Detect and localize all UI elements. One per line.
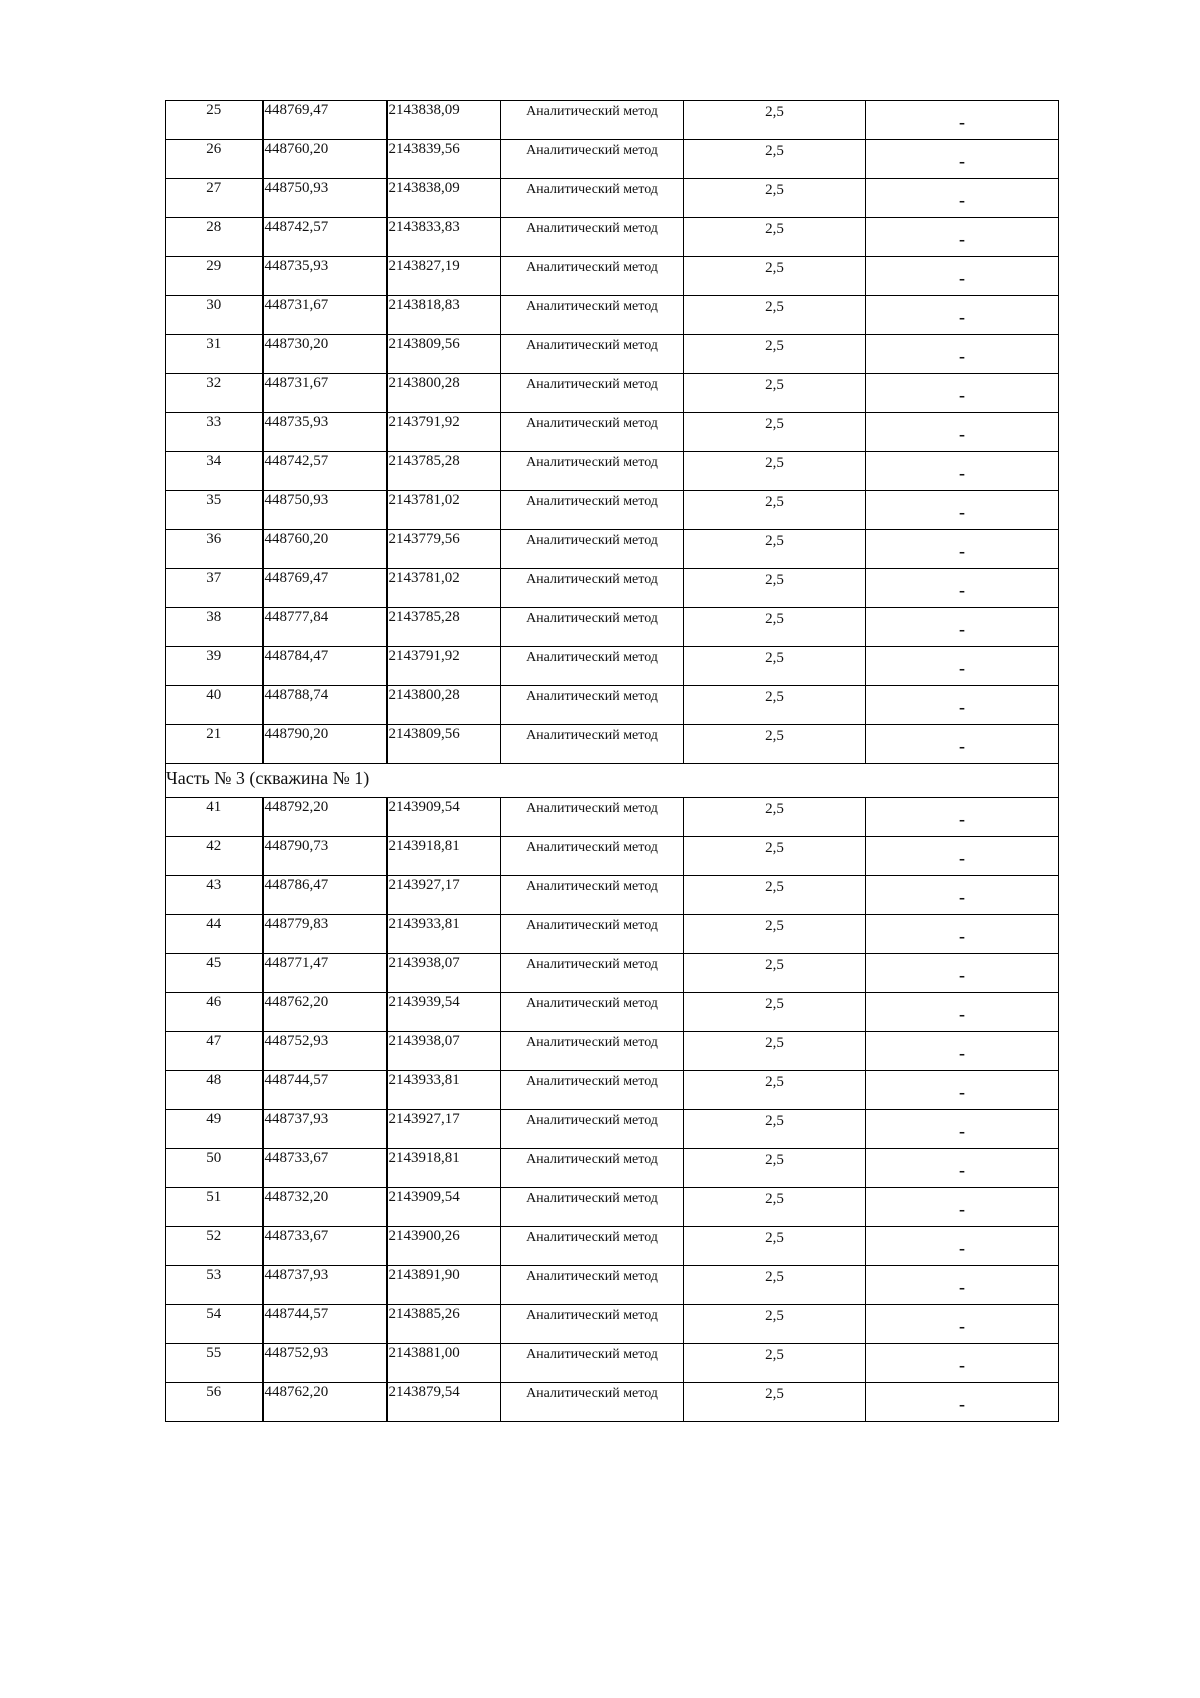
method-cell: Аналитический метод xyxy=(501,1032,684,1071)
accuracy-cell: 2,5 xyxy=(684,608,866,647)
x-coordinate-cell: 448760,20 xyxy=(263,530,387,569)
method-cell: Аналитический метод xyxy=(501,413,684,452)
point-number-cell: 34 xyxy=(166,452,263,491)
dash-cell: - xyxy=(866,1149,1059,1188)
method-cell: Аналитический метод xyxy=(501,798,684,837)
x-coordinate-cell: 448735,93 xyxy=(263,413,387,452)
accuracy-cell: 2,5 xyxy=(684,686,866,725)
method-cell: Аналитический метод xyxy=(501,140,684,179)
dash-cell: - xyxy=(866,1344,1059,1383)
y-coordinate-cell: 2143800,28 xyxy=(387,374,501,413)
dash-cell: - xyxy=(866,101,1059,140)
y-coordinate-cell: 2143791,92 xyxy=(387,413,501,452)
accuracy-cell: 2,5 xyxy=(684,1305,866,1344)
y-coordinate-cell: 2143933,81 xyxy=(387,1071,501,1110)
y-coordinate-cell: 2143909,54 xyxy=(387,1188,501,1227)
x-coordinate-cell: 448733,67 xyxy=(263,1227,387,1266)
dash-cell: - xyxy=(866,179,1059,218)
dash-cell: - xyxy=(866,1227,1059,1266)
point-number-cell: 33 xyxy=(166,413,263,452)
dash-cell: - xyxy=(866,876,1059,915)
method-cell: Аналитический метод xyxy=(501,1188,684,1227)
method-cell: Аналитический метод xyxy=(501,1110,684,1149)
y-coordinate-cell: 2143818,83 xyxy=(387,296,501,335)
point-number-cell: 39 xyxy=(166,647,263,686)
y-coordinate-cell: 2143938,07 xyxy=(387,954,501,993)
table-row xyxy=(166,140,1059,179)
x-coordinate-cell: 448742,57 xyxy=(263,452,387,491)
dash-cell: - xyxy=(866,1266,1059,1305)
x-coordinate-cell: 448784,47 xyxy=(263,647,387,686)
method-cell: Аналитический метод xyxy=(501,686,684,725)
method-cell: Аналитический метод xyxy=(501,1383,684,1422)
y-coordinate-cell: 2143900,26 xyxy=(387,1227,501,1266)
x-coordinate-cell: 448752,93 xyxy=(263,1032,387,1071)
point-number-cell: 35 xyxy=(166,491,263,530)
y-coordinate-cell: 2143791,92 xyxy=(387,647,501,686)
point-number-cell: 46 xyxy=(166,993,263,1032)
point-number-cell: 51 xyxy=(166,1188,263,1227)
y-coordinate-cell: 2143800,28 xyxy=(387,686,501,725)
method-cell: Аналитический метод xyxy=(501,530,684,569)
point-number-cell: 30 xyxy=(166,296,263,335)
x-coordinate-cell: 448786,47 xyxy=(263,876,387,915)
x-coordinate-cell: 448742,57 xyxy=(263,218,387,257)
dash-cell: - xyxy=(866,647,1059,686)
x-coordinate-cell: 448771,47 xyxy=(263,954,387,993)
accuracy-cell: 2,5 xyxy=(684,335,866,374)
x-coordinate-cell: 448744,57 xyxy=(263,1305,387,1344)
method-cell: Аналитический метод xyxy=(501,257,684,296)
table-row xyxy=(166,915,1059,954)
table-row xyxy=(166,335,1059,374)
accuracy-cell: 2,5 xyxy=(684,993,866,1032)
table-row xyxy=(166,993,1059,1032)
x-coordinate-cell: 448777,84 xyxy=(263,608,387,647)
dash-cell: - xyxy=(866,491,1059,530)
x-coordinate-cell: 448769,47 xyxy=(263,101,387,140)
table-row xyxy=(166,837,1059,876)
table-row xyxy=(166,798,1059,837)
method-cell: Аналитический метод xyxy=(501,837,684,876)
accuracy-cell: 2,5 xyxy=(684,915,866,954)
table-row xyxy=(166,179,1059,218)
x-coordinate-cell: 448732,20 xyxy=(263,1188,387,1227)
table-row xyxy=(166,1071,1059,1110)
dash-cell: - xyxy=(866,413,1059,452)
accuracy-cell: 2,5 xyxy=(684,1032,866,1071)
y-coordinate-cell: 2143938,07 xyxy=(387,1032,501,1071)
y-coordinate-cell: 2143833,83 xyxy=(387,218,501,257)
accuracy-cell: 2,5 xyxy=(684,140,866,179)
table-row xyxy=(166,257,1059,296)
dash-cell: - xyxy=(866,452,1059,491)
accuracy-cell: 2,5 xyxy=(684,530,866,569)
x-coordinate-cell: 448762,20 xyxy=(263,993,387,1032)
table-row xyxy=(166,452,1059,491)
dash-cell: - xyxy=(866,1071,1059,1110)
dash-cell: - xyxy=(866,1110,1059,1149)
table-row xyxy=(166,101,1059,140)
y-coordinate-cell: 2143838,09 xyxy=(387,179,501,218)
dash-cell: - xyxy=(866,1305,1059,1344)
accuracy-cell: 2,5 xyxy=(684,374,866,413)
accuracy-cell: 2,5 xyxy=(684,1266,866,1305)
accuracy-cell: 2,5 xyxy=(684,218,866,257)
x-coordinate-cell: 448792,20 xyxy=(263,798,387,837)
table-row xyxy=(166,647,1059,686)
x-coordinate-cell: 448790,73 xyxy=(263,837,387,876)
x-coordinate-cell: 448737,93 xyxy=(263,1110,387,1149)
accuracy-cell: 2,5 xyxy=(684,296,866,335)
y-coordinate-cell: 2143927,17 xyxy=(387,1110,501,1149)
table-row xyxy=(166,374,1059,413)
section-row xyxy=(166,764,1059,798)
method-cell: Аналитический метод xyxy=(501,1071,684,1110)
method-cell: Аналитический метод xyxy=(501,1266,684,1305)
method-cell: Аналитический метод xyxy=(501,452,684,491)
method-cell: Аналитический метод xyxy=(501,1149,684,1188)
accuracy-cell: 2,5 xyxy=(684,647,866,686)
point-number-cell: 42 xyxy=(166,837,263,876)
table-row xyxy=(166,530,1059,569)
method-cell: Аналитический метод xyxy=(501,569,684,608)
method-cell: Аналитический метод xyxy=(501,915,684,954)
accuracy-cell: 2,5 xyxy=(684,954,866,993)
table-row xyxy=(166,1344,1059,1383)
method-cell: Аналитический метод xyxy=(501,1305,684,1344)
x-coordinate-cell: 448762,20 xyxy=(263,1383,387,1422)
x-coordinate-cell: 448744,57 xyxy=(263,1071,387,1110)
table-part-a xyxy=(166,101,1059,764)
accuracy-cell: 2,5 xyxy=(684,1149,866,1188)
x-coordinate-cell: 448790,20 xyxy=(263,725,387,764)
point-number-cell: 31 xyxy=(166,335,263,374)
point-number-cell: 21 xyxy=(166,725,263,764)
point-number-cell: 26 xyxy=(166,140,263,179)
accuracy-cell: 2,5 xyxy=(684,569,866,608)
dash-cell: - xyxy=(866,686,1059,725)
table-row xyxy=(166,218,1059,257)
method-cell: Аналитический метод xyxy=(501,608,684,647)
section-header xyxy=(166,764,1059,798)
table-row xyxy=(166,1110,1059,1149)
table-row xyxy=(166,413,1059,452)
accuracy-cell: 2,5 xyxy=(684,452,866,491)
dash-cell: - xyxy=(866,915,1059,954)
y-coordinate-cell: 2143881,00 xyxy=(387,1344,501,1383)
table-row xyxy=(166,1188,1059,1227)
method-cell: Аналитический метод xyxy=(501,1227,684,1266)
y-coordinate-cell: 2143927,17 xyxy=(387,876,501,915)
y-coordinate-cell: 2143909,54 xyxy=(387,798,501,837)
dash-cell: - xyxy=(866,374,1059,413)
point-number-cell: 40 xyxy=(166,686,263,725)
x-coordinate-cell: 448769,47 xyxy=(263,569,387,608)
dash-cell: - xyxy=(866,608,1059,647)
point-number-cell: 37 xyxy=(166,569,263,608)
x-coordinate-cell: 448737,93 xyxy=(263,1266,387,1305)
method-cell: Аналитический метод xyxy=(501,876,684,915)
method-cell: Аналитический метод xyxy=(501,954,684,993)
method-cell: Аналитический метод xyxy=(501,218,684,257)
accuracy-cell: 2,5 xyxy=(684,257,866,296)
table-row xyxy=(166,296,1059,335)
method-cell: Аналитический метод xyxy=(501,179,684,218)
point-number-cell: 56 xyxy=(166,1383,263,1422)
y-coordinate-cell: 2143891,90 xyxy=(387,1266,501,1305)
y-coordinate-cell: 2143879,54 xyxy=(387,1383,501,1422)
point-number-cell: 41 xyxy=(166,798,263,837)
accuracy-cell: 2,5 xyxy=(684,1227,866,1266)
y-coordinate-cell: 2143918,81 xyxy=(387,837,501,876)
dash-cell: - xyxy=(866,257,1059,296)
method-cell: Аналитический метод xyxy=(501,296,684,335)
point-number-cell: 47 xyxy=(166,1032,263,1071)
table-part-b xyxy=(166,798,1059,1422)
y-coordinate-cell: 2143885,26 xyxy=(387,1305,501,1344)
table-row xyxy=(166,569,1059,608)
accuracy-cell: 2,5 xyxy=(684,876,866,915)
table-row xyxy=(166,686,1059,725)
dash-cell: - xyxy=(866,1188,1059,1227)
accuracy-cell: 2,5 xyxy=(684,413,866,452)
point-number-cell: 45 xyxy=(166,954,263,993)
table-row xyxy=(166,1383,1059,1422)
accuracy-cell: 2,5 xyxy=(684,725,866,764)
section-title: Часть № 3 (скважина № 1) xyxy=(166,764,1059,798)
y-coordinate-cell: 2143785,28 xyxy=(387,452,501,491)
accuracy-cell: 2,5 xyxy=(684,1383,866,1422)
table-row xyxy=(166,1149,1059,1188)
point-number-cell: 52 xyxy=(166,1227,263,1266)
x-coordinate-cell: 448733,67 xyxy=(263,1149,387,1188)
point-number-cell: 43 xyxy=(166,876,263,915)
y-coordinate-cell: 2143781,02 xyxy=(387,491,501,530)
point-number-cell: 55 xyxy=(166,1344,263,1383)
point-number-cell: 27 xyxy=(166,179,263,218)
y-coordinate-cell: 2143918,81 xyxy=(387,1149,501,1188)
accuracy-cell: 2,5 xyxy=(684,179,866,218)
method-cell: Аналитический метод xyxy=(501,647,684,686)
dash-cell: - xyxy=(866,569,1059,608)
point-number-cell: 54 xyxy=(166,1305,263,1344)
point-number-cell: 49 xyxy=(166,1110,263,1149)
accuracy-cell: 2,5 xyxy=(684,1344,866,1383)
point-number-cell: 48 xyxy=(166,1071,263,1110)
table-row xyxy=(166,1266,1059,1305)
accuracy-cell: 2,5 xyxy=(684,491,866,530)
point-number-cell: 29 xyxy=(166,257,263,296)
table-row xyxy=(166,876,1059,915)
table-row xyxy=(166,1305,1059,1344)
method-cell: Аналитический метод xyxy=(501,374,684,413)
point-number-cell: 36 xyxy=(166,530,263,569)
dash-cell: - xyxy=(866,993,1059,1032)
method-cell: Аналитический метод xyxy=(501,1344,684,1383)
accuracy-cell: 2,5 xyxy=(684,101,866,140)
dash-cell: - xyxy=(866,1383,1059,1422)
x-coordinate-cell: 448788,74 xyxy=(263,686,387,725)
dash-cell: - xyxy=(866,954,1059,993)
dash-cell: - xyxy=(866,296,1059,335)
method-cell: Аналитический метод xyxy=(501,993,684,1032)
y-coordinate-cell: 2143939,54 xyxy=(387,993,501,1032)
x-coordinate-cell: 448779,83 xyxy=(263,915,387,954)
coordinates-table xyxy=(165,100,1059,1422)
method-cell: Аналитический метод xyxy=(501,725,684,764)
y-coordinate-cell: 2143785,28 xyxy=(387,608,501,647)
table-row xyxy=(166,608,1059,647)
y-coordinate-cell: 2143809,56 xyxy=(387,725,501,764)
y-coordinate-cell: 2143933,81 xyxy=(387,915,501,954)
point-number-cell: 32 xyxy=(166,374,263,413)
x-coordinate-cell: 448760,20 xyxy=(263,140,387,179)
x-coordinate-cell: 448735,93 xyxy=(263,257,387,296)
dash-cell: - xyxy=(866,140,1059,179)
method-cell: Аналитический метод xyxy=(501,491,684,530)
dash-cell: - xyxy=(866,1032,1059,1071)
point-number-cell: 38 xyxy=(166,608,263,647)
accuracy-cell: 2,5 xyxy=(684,798,866,837)
dash-cell: - xyxy=(866,798,1059,837)
dash-cell: - xyxy=(866,530,1059,569)
accuracy-cell: 2,5 xyxy=(684,1188,866,1227)
x-coordinate-cell: 448731,67 xyxy=(263,296,387,335)
accuracy-cell: 2,5 xyxy=(684,1110,866,1149)
point-number-cell: 25 xyxy=(166,101,263,140)
table-row xyxy=(166,725,1059,764)
y-coordinate-cell: 2143779,56 xyxy=(387,530,501,569)
x-coordinate-cell: 448750,93 xyxy=(263,179,387,218)
y-coordinate-cell: 2143809,56 xyxy=(387,335,501,374)
point-number-cell: 44 xyxy=(166,915,263,954)
accuracy-cell: 2,5 xyxy=(684,1071,866,1110)
point-number-cell: 53 xyxy=(166,1266,263,1305)
table-row xyxy=(166,954,1059,993)
x-coordinate-cell: 448731,67 xyxy=(263,374,387,413)
accuracy-cell: 2,5 xyxy=(684,837,866,876)
dash-cell: - xyxy=(866,725,1059,764)
dash-cell: - xyxy=(866,837,1059,876)
point-number-cell: 50 xyxy=(166,1149,263,1188)
method-cell: Аналитический метод xyxy=(501,335,684,374)
dash-cell: - xyxy=(866,218,1059,257)
y-coordinate-cell: 2143839,56 xyxy=(387,140,501,179)
table-row xyxy=(166,1227,1059,1266)
x-coordinate-cell: 448752,93 xyxy=(263,1344,387,1383)
y-coordinate-cell: 2143827,19 xyxy=(387,257,501,296)
x-coordinate-cell: 448750,93 xyxy=(263,491,387,530)
table-row xyxy=(166,1032,1059,1071)
point-number-cell: 28 xyxy=(166,218,263,257)
x-coordinate-cell: 448730,20 xyxy=(263,335,387,374)
y-coordinate-cell: 2143781,02 xyxy=(387,569,501,608)
y-coordinate-cell: 2143838,09 xyxy=(387,101,501,140)
method-cell: Аналитический метод xyxy=(501,101,684,140)
table-row xyxy=(166,491,1059,530)
dash-cell: - xyxy=(866,335,1059,374)
